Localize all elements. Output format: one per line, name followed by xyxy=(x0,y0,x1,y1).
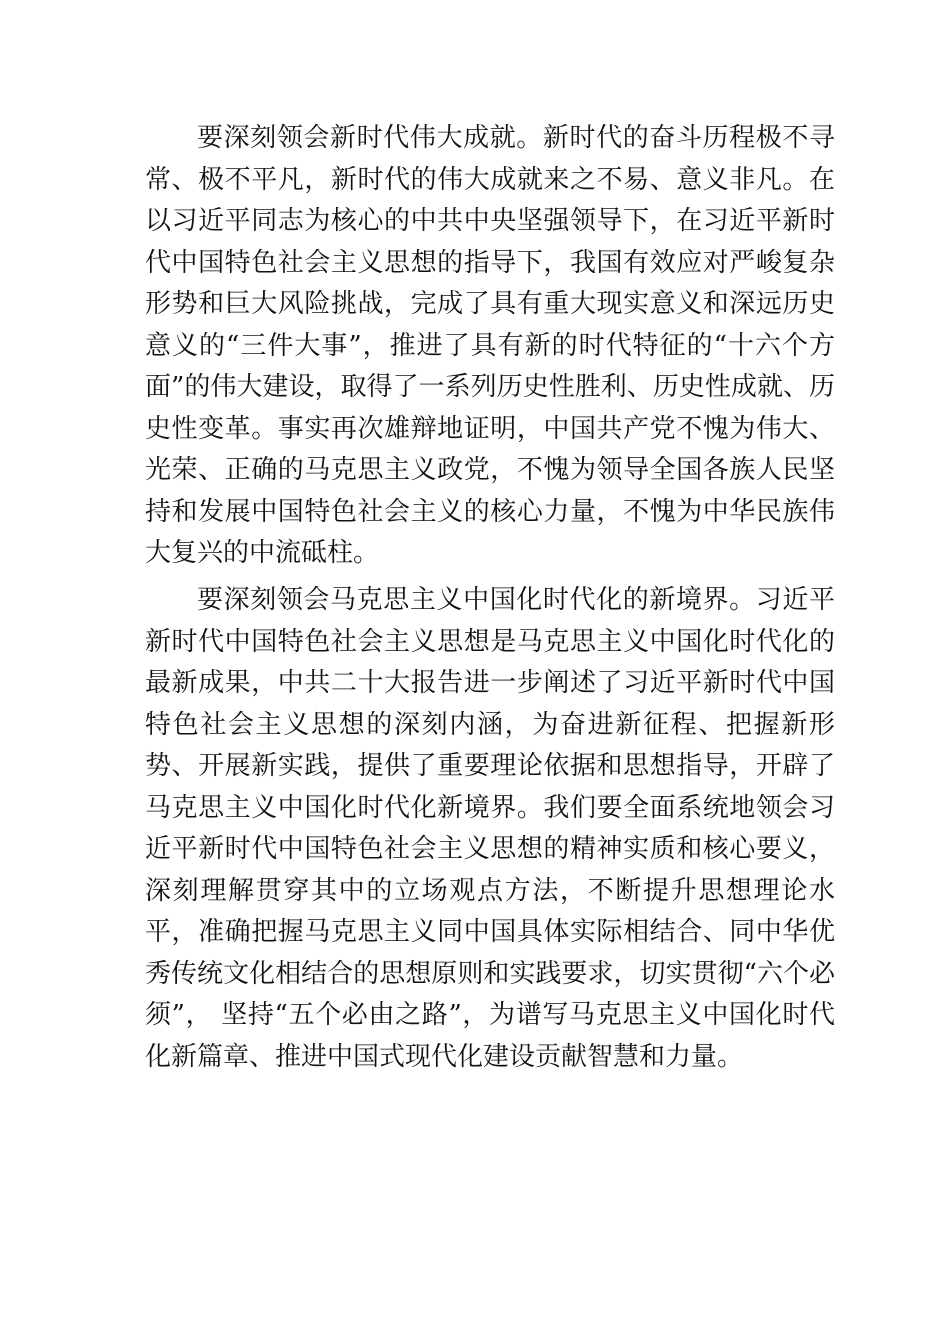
paragraph-new-realm: 要深刻领会马克思主义中国化时代化的新境界。习近平新时代中国特色社会主义思想是马克思主义中国化时代化的 最新成果，中共二十大报告进一步阐述了习近平新时代中国特色社会主义思想的深刻内涵，为奋进新征程、把握新形势、开展新实践，提供了重要理论依据和思想指导，开辟了马克思主义中国化时代化新境界。我们要全面系统地领会习近平新时代中国特色社会主义思想的精神实质和核心要义，深刻理解贯穿其中的立场观点方法，不断提升思想理论水平，准确把握马克思主义同中国具体实际相结合、同中华优秀传统文化相结合的思想原则和实践要求，切实贯彻“六个必须”， 坚持“五个必由之路”，为谱写马克思主义中国化时代化新篇章、推进中国式现代化建设贡献智慧和力量。 xyxy=(145,585,835,1072)
paragraph-achievements: 要深刻领会新时代伟大成就。新时代的奋斗历程极不寻常、极不平凡，新时代的伟大成就来之不易、意义非凡。在以习近平同志为核心的中共中央坚强领导下，在习近平新时代中国特色社会主义思想的指导下，我国有效应对严峻复杂形势和巨大风险挑战，完成了具有重大现实意义和深远历史意义的“三件大事”，推进了具有新的时代特征的“十六个方面”的伟大建设，取得了一系列历史性胜利、历史性成就、历史性变革。事实再次雄辩地证明，中国共产党不愧为伟大、光荣、正确的马克思主义政党，不愧为领导全国各族人民坚持和发展中国特色社会主义的核心力量，不愧为中华民族伟大复兴的中流砥柱。 xyxy=(145,123,835,568)
